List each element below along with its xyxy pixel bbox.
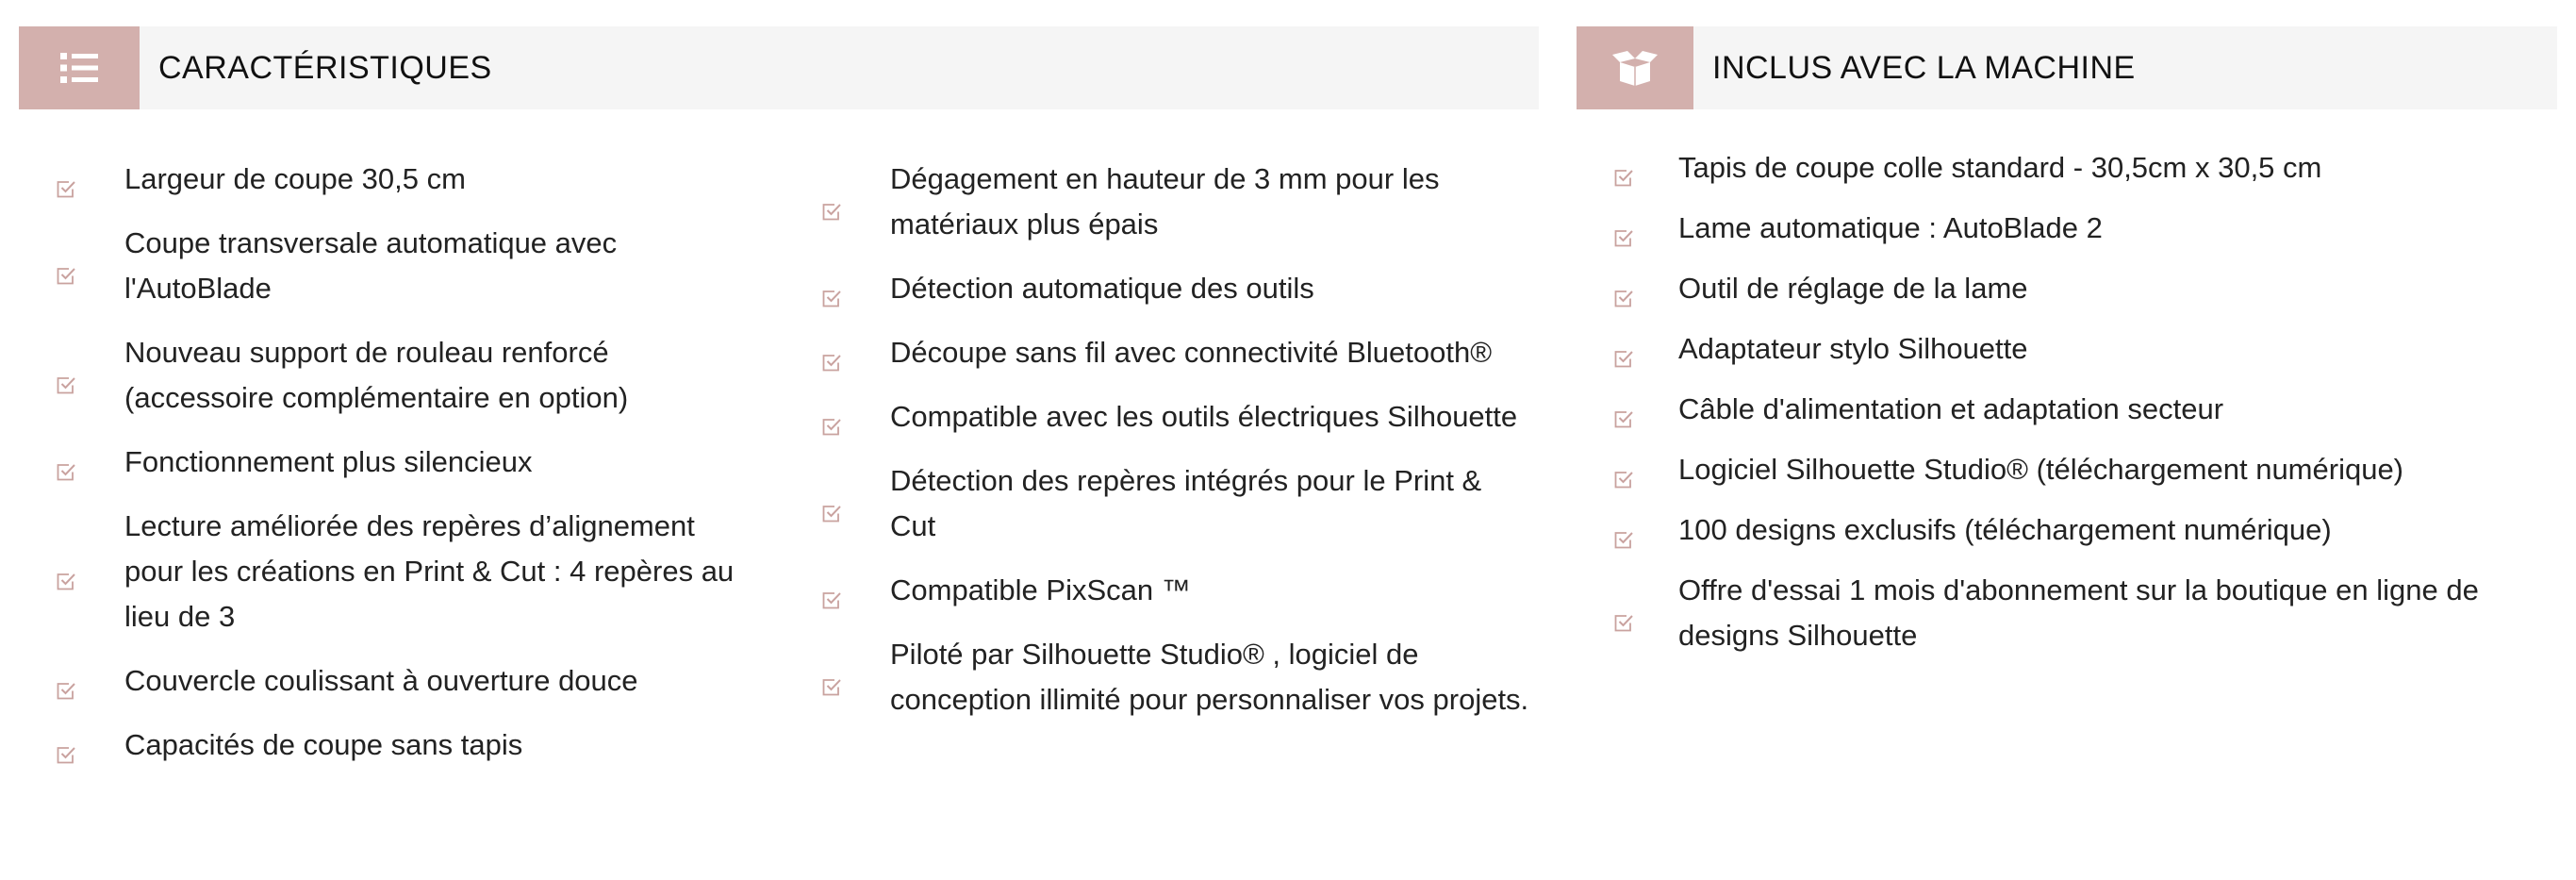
- included-title: INCLUS AVEC LA MACHINE: [1712, 49, 2136, 86]
- list-item: [779, 330, 1539, 375]
- list-item-text: Tapis de coupe colle standard - 30,5cm x 30,5 cm: [1678, 151, 2322, 184]
- list-item: [19, 658, 779, 704]
- features-list-col2: [779, 157, 1539, 722]
- checkbox-checked-icon: [820, 666, 843, 689]
- list-item-text: Câble d'alimentation et adaptation secteur: [1678, 392, 2224, 425]
- checkbox-checked-icon: [55, 734, 77, 756]
- checkbox-checked-icon: [55, 168, 77, 191]
- list-item-text: Lame automatique : AutoBlade 2: [1678, 211, 2103, 244]
- list-item-text: Détection automatique des outils: [890, 272, 1314, 305]
- list-item: [19, 330, 779, 421]
- checkbox-checked-icon: [820, 492, 843, 515]
- checkbox-checked-icon: [820, 341, 843, 364]
- list-item: [1577, 326, 2557, 372]
- checkbox-checked-icon: [55, 451, 77, 473]
- checkbox-checked-icon: [820, 406, 843, 428]
- open-box-icon: [1577, 26, 1693, 109]
- list-item-text: Lecture améliorée des repères d’alignement pour les créations en Print & Cut : 4 repères au lieu de 3: [124, 509, 735, 633]
- checkbox-checked-icon: [1612, 157, 1635, 179]
- list-item-text: Découpe sans fil avec connectivité Bluetooth®: [890, 336, 1493, 369]
- checkbox-checked-icon: [55, 560, 77, 583]
- features-title: CARACTÉRISTIQUES: [158, 49, 492, 86]
- checkbox-checked-icon: [1612, 217, 1635, 240]
- list-item: [1577, 387, 2557, 432]
- list-item-text: Offre d'essai 1 mois d'abonnement sur la boutique en ligne de designs Silhouette: [1678, 573, 2479, 652]
- list-item: [19, 157, 779, 202]
- checkbox-checked-icon: [1612, 602, 1635, 624]
- list-item: [779, 568, 1539, 613]
- list-icon: [19, 26, 140, 109]
- list-item-text: Capacités de coupe sans tapis: [124, 728, 523, 761]
- list-item-text: Dégagement en hauteur de 3 mm pour les matériaux plus épais: [890, 162, 1440, 241]
- checkbox-checked-icon: [1612, 458, 1635, 481]
- list-item: [779, 266, 1539, 311]
- included-header: [1577, 26, 2557, 109]
- checkbox-checked-icon: [55, 670, 77, 692]
- list-item: [1577, 568, 2557, 658]
- list-item-text: Compatible PixScan ™: [890, 573, 1191, 606]
- list-item-text: Couvercle coulissant à ouverture douce: [124, 664, 638, 697]
- list-item: [779, 458, 1539, 549]
- checkbox-checked-icon: [1612, 519, 1635, 541]
- list-item: [1577, 206, 2557, 251]
- features-header: [19, 26, 1539, 109]
- list-item-text: 100 designs exclusifs (téléchargement numérique): [1678, 513, 2332, 546]
- list-item: [19, 440, 779, 485]
- checkbox-checked-icon: [820, 191, 843, 213]
- list-item-text: Piloté par Silhouette Studio® , logiciel de conception illimité pour personnaliser vos projets.: [890, 638, 1529, 716]
- list-item-text: Compatible avec les outils électriques Silhouette: [890, 400, 1518, 433]
- list-item: [19, 722, 779, 768]
- list-item-text: Adaptateur stylo Silhouette: [1678, 332, 2028, 365]
- list-item: [779, 394, 1539, 440]
- list-item: [1577, 507, 2557, 553]
- list-item: [1577, 145, 2557, 191]
- list-item: [779, 632, 1539, 722]
- list-item-text: Coupe transversale automatique avec l'AutoBlade: [124, 226, 618, 305]
- features-list-col1: [19, 157, 779, 768]
- list-item-text: Détection des repères intégrés pour le Print & Cut: [890, 464, 1482, 542]
- checkbox-checked-icon: [55, 364, 77, 387]
- list-item: [1577, 266, 2557, 311]
- list-item-text: Nouveau support de rouleau renforcé (accessoire complémentaire en option): [124, 336, 629, 414]
- checkbox-checked-icon: [55, 255, 77, 277]
- features-panel: [19, 26, 1539, 787]
- included-list: [1577, 145, 2557, 658]
- list-item: [19, 221, 779, 311]
- included-panel: [1577, 26, 2557, 673]
- checkbox-checked-icon: [1612, 398, 1635, 421]
- checkbox-checked-icon: [1612, 277, 1635, 300]
- list-item-text: Outil de réglage de la lame: [1678, 272, 2028, 305]
- checkbox-checked-icon: [820, 277, 843, 300]
- list-item-text: Logiciel Silhouette Studio® (téléchargement numérique): [1678, 453, 2404, 486]
- list-item: [779, 157, 1539, 247]
- list-item-text: Largeur de coupe 30,5 cm: [124, 162, 466, 195]
- list-item-text: Fonctionnement plus silencieux: [124, 445, 533, 478]
- list-item: [19, 504, 779, 639]
- checkbox-checked-icon: [1612, 338, 1635, 360]
- list-item: [1577, 447, 2557, 492]
- checkbox-checked-icon: [820, 579, 843, 602]
